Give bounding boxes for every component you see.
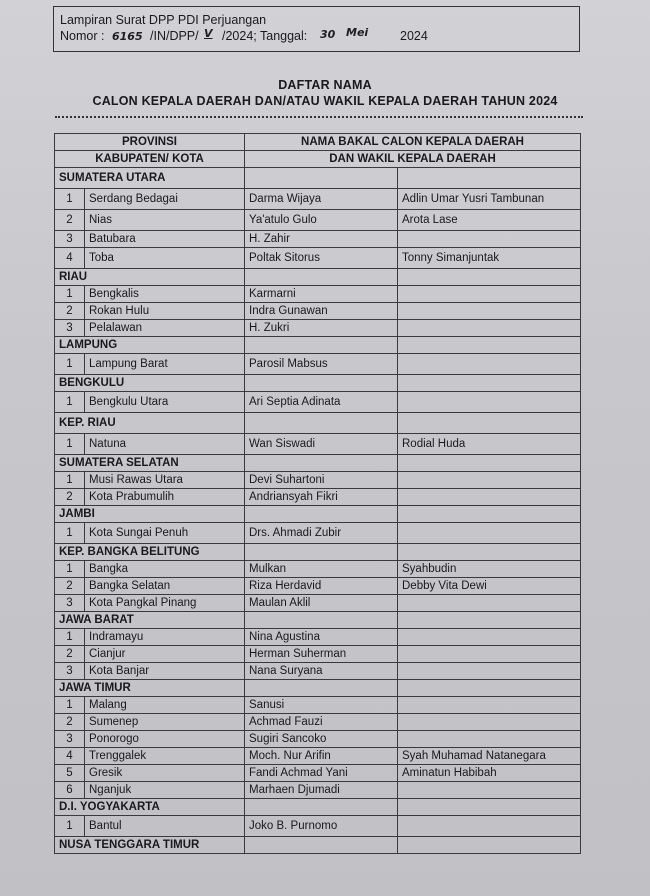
row-number: 5 (55, 765, 85, 782)
table-row (55, 231, 581, 248)
calon-wakil-kepala-daerah (398, 595, 581, 612)
row-number: 1 (55, 697, 85, 714)
calon-kepala-daerah: Darma Wijaya (245, 189, 398, 210)
nomor-label: Nomor : (60, 29, 105, 43)
empty-cell (245, 168, 398, 189)
empty-cell (245, 506, 398, 523)
table-row (55, 434, 581, 455)
empty-cell (245, 375, 398, 392)
kabupaten-kota-name: Gresik (85, 765, 245, 782)
calon-kepala-daerah: Devi Suhartoni (245, 472, 398, 489)
calon-wakil-kepala-daerah: Arota Lase (398, 210, 581, 231)
empty-cell (398, 375, 581, 392)
empty-cell (398, 506, 581, 523)
empty-cell (245, 269, 398, 286)
row-number: 1 (55, 354, 85, 375)
province-row (55, 837, 581, 854)
kabupaten-kota-name: Indramayu (85, 629, 245, 646)
province-name: KEP. RIAU (55, 413, 245, 434)
empty-cell (398, 680, 581, 697)
table-row (55, 748, 581, 765)
nomor-handwritten-value: 6165 (112, 30, 143, 43)
province-row (55, 799, 581, 816)
province-row (55, 506, 581, 523)
candidate-table (54, 133, 581, 854)
province-row (55, 544, 581, 561)
empty-cell (245, 799, 398, 816)
province-row (55, 455, 581, 472)
province-row (55, 612, 581, 629)
calon-kepala-daerah: H. Zukri (245, 320, 398, 337)
empty-cell (398, 837, 581, 854)
table-row (55, 320, 581, 337)
row-number: 1 (55, 629, 85, 646)
nomor-roman-handwritten: V (204, 27, 213, 40)
calon-kepala-daerah: Wan Siswadi (245, 434, 398, 455)
calon-kepala-daerah: Poltak Sitorus (245, 248, 398, 269)
province-row (55, 337, 581, 354)
calon-wakil-kepala-daerah (398, 286, 581, 303)
table-row (55, 697, 581, 714)
calon-kepala-daerah: Nana Suryana (245, 663, 398, 680)
kabupaten-kota-name: Sumenep (85, 714, 245, 731)
row-number: 3 (55, 595, 85, 612)
kabupaten-kota-name: Trenggalek (85, 748, 245, 765)
calon-kepala-daerah: Moch. Nur Arifin (245, 748, 398, 765)
calon-wakil-kepala-daerah: Syah Muhamad Natanegara (398, 748, 581, 765)
header-nama-calon: NAMA BAKAL CALON KEPALA DAERAH (245, 134, 581, 151)
calon-wakil-kepala-daerah (398, 472, 581, 489)
calon-kepala-daerah: Marhaen Djumadi (245, 782, 398, 799)
row-number: 2 (55, 578, 85, 595)
tanggal-day-handwritten: 30 (320, 28, 336, 41)
nomor-suffix-1: /IN/DPP/ (150, 29, 199, 43)
empty-cell (245, 837, 398, 854)
row-number: 3 (55, 663, 85, 680)
header-kabupaten-kota: KABUPATEN/ KOTA (55, 151, 245, 168)
table-row (55, 595, 581, 612)
table-row (55, 248, 581, 269)
calon-kepala-daerah: Drs. Ahmadi Zubir (245, 523, 398, 544)
province-name: BENGKULU (55, 375, 245, 392)
province-row (55, 269, 581, 286)
empty-cell (245, 455, 398, 472)
kabupaten-kota-name: Lampung Barat (85, 354, 245, 375)
calon-kepala-daerah: H. Zahir (245, 231, 398, 248)
calon-kepala-daerah: Achmad Fauzi (245, 714, 398, 731)
calon-wakil-kepala-daerah (398, 646, 581, 663)
calon-kepala-daerah: Sanusi (245, 697, 398, 714)
province-row (55, 168, 581, 189)
table-row (55, 816, 581, 837)
table-row (55, 663, 581, 680)
table-row (55, 189, 581, 210)
empty-cell (245, 544, 398, 561)
province-row (55, 680, 581, 697)
kabupaten-kota-name: Kota Banjar (85, 663, 245, 680)
kabupaten-kota-name: Bengkulu Utara (85, 392, 245, 413)
row-number: 3 (55, 231, 85, 248)
row-number: 4 (55, 748, 85, 765)
calon-wakil-kepala-daerah: Tonny Simanjuntak (398, 248, 581, 269)
table-row (55, 472, 581, 489)
province-name: D.I. YOGYAKARTA (55, 799, 245, 816)
table-row (55, 303, 581, 320)
row-number: 6 (55, 782, 85, 799)
kabupaten-kota-name: Bangka (85, 561, 245, 578)
letter-number-line (60, 28, 573, 46)
kabupaten-kota-name: Kota Prabumulih (85, 489, 245, 506)
calon-kepala-daerah: Indra Gunawan (245, 303, 398, 320)
province-row (55, 413, 581, 434)
empty-cell (398, 544, 581, 561)
row-number: 4 (55, 248, 85, 269)
kabupaten-kota-name: Toba (85, 248, 245, 269)
row-number: 1 (55, 434, 85, 455)
row-number: 2 (55, 646, 85, 663)
calon-kepala-daerah: Herman Suherman (245, 646, 398, 663)
province-name: JAMBI (55, 506, 245, 523)
tanggal-month-handwritten: Mei (346, 26, 369, 39)
calon-wakil-kepala-daerah (398, 392, 581, 413)
calon-kepala-daerah: Fandi Achmad Yani (245, 765, 398, 782)
table-row (55, 578, 581, 595)
document-subtitle: CALON KEPALA DAERAH DAN/ATAU WAKIL KEPALA DAERAH TAHUN 2024 (92, 94, 558, 108)
kabupaten-kota-name: Batubara (85, 231, 245, 248)
calon-wakil-kepala-daerah: Adlin Umar Yusri Tambunan (398, 189, 581, 210)
kabupaten-kota-name: Serdang Bedagai (85, 189, 245, 210)
kabupaten-kota-name: Nias (85, 210, 245, 231)
separator-line (55, 116, 583, 118)
table-header-row (55, 134, 581, 151)
row-number: 1 (55, 392, 85, 413)
table-row (55, 629, 581, 646)
table-row (55, 354, 581, 375)
calon-kepala-daerah: Riza Herdavid (245, 578, 398, 595)
table-row (55, 714, 581, 731)
row-number: 2 (55, 489, 85, 506)
calon-wakil-kepala-daerah (398, 489, 581, 506)
empty-cell (398, 269, 581, 286)
row-number: 2 (55, 303, 85, 320)
empty-cell (245, 612, 398, 629)
empty-cell (245, 413, 398, 434)
calon-kepala-daerah: Joko B. Purnomo (245, 816, 398, 837)
calon-wakil-kepala-daerah (398, 629, 581, 646)
province-name: JAWA BARAT (55, 612, 245, 629)
calon-kepala-daerah: Mulkan (245, 561, 398, 578)
row-number: 2 (55, 714, 85, 731)
calon-wakil-kepala-daerah (398, 663, 581, 680)
table-row (55, 561, 581, 578)
calon-wakil-kepala-daerah: Rodial Huda (398, 434, 581, 455)
table-row (55, 782, 581, 799)
calon-kepala-daerah: Sugiri Sancoko (245, 731, 398, 748)
province-name: RIAU (55, 269, 245, 286)
table-row (55, 392, 581, 413)
calon-wakil-kepala-daerah (398, 303, 581, 320)
table-row (55, 731, 581, 748)
calon-wakil-kepala-daerah (398, 354, 581, 375)
table-row (55, 489, 581, 506)
kabupaten-kota-name: Ponorogo (85, 731, 245, 748)
row-number: 1 (55, 286, 85, 303)
row-number: 1 (55, 561, 85, 578)
province-name: NUSA TENGGARA TIMUR (55, 837, 245, 854)
row-number: 3 (55, 320, 85, 337)
calon-wakil-kepala-daerah (398, 782, 581, 799)
empty-cell (245, 337, 398, 354)
empty-cell (398, 612, 581, 629)
table-row (55, 286, 581, 303)
calon-kepala-daerah: Ari Septia Adinata (245, 392, 398, 413)
table-header-row (55, 151, 581, 168)
letter-attachment-header (53, 6, 580, 52)
province-name: LAMPUNG (55, 337, 245, 354)
kabupaten-kota-name: Bantul (85, 816, 245, 837)
table-row (55, 646, 581, 663)
empty-cell (398, 168, 581, 189)
province-name: SUMATERA SELATAN (55, 455, 245, 472)
attachment-title: Lampiran Surat DPP PDI Perjuangan (60, 13, 267, 27)
empty-cell (398, 413, 581, 434)
table-row (55, 210, 581, 231)
kabupaten-kota-name: Bengkalis (85, 286, 245, 303)
empty-cell (398, 799, 581, 816)
calon-wakil-kepala-daerah (398, 816, 581, 837)
kabupaten-kota-name: Musi Rawas Utara (85, 472, 245, 489)
calon-kepala-daerah: Maulan Aklil (245, 595, 398, 612)
header-provinsi: PROVINSI (55, 134, 245, 151)
kabupaten-kota-name: Cianjur (85, 646, 245, 663)
province-row (55, 375, 581, 392)
row-number: 1 (55, 816, 85, 837)
tanggal-year: 2024 (400, 29, 428, 43)
row-number: 1 (55, 472, 85, 489)
calon-wakil-kepala-daerah (398, 731, 581, 748)
calon-kepala-daerah: Ya'atulo Gulo (245, 210, 398, 231)
empty-cell (398, 455, 581, 472)
nomor-suffix-2: /2024; Tanggal: (222, 29, 308, 43)
kabupaten-kota-name: Malang (85, 697, 245, 714)
calon-wakil-kepala-daerah: Syahbudin (398, 561, 581, 578)
kabupaten-kota-name: Natuna (85, 434, 245, 455)
kabupaten-kota-name: Rokan Hulu (85, 303, 245, 320)
row-number: 1 (55, 523, 85, 544)
header-wakil: DAN WAKIL KEPALA DAERAH (245, 151, 581, 168)
kabupaten-kota-name: Pelalawan (85, 320, 245, 337)
kabupaten-kota-name: Kota Sungai Penuh (85, 523, 245, 544)
calon-wakil-kepala-daerah (398, 231, 581, 248)
calon-kepala-daerah: Parosil Mabsus (245, 354, 398, 375)
calon-kepala-daerah: Andriansyah Fikri (245, 489, 398, 506)
calon-wakil-kepala-daerah: Aminatun Habibah (398, 765, 581, 782)
document-title: DAFTAR NAMA (278, 78, 372, 92)
province-name: KEP. BANGKA BELITUNG (55, 544, 245, 561)
calon-wakil-kepala-daerah (398, 523, 581, 544)
calon-wakil-kepala-daerah: Debby Vita Dewi (398, 578, 581, 595)
kabupaten-kota-name: Bangka Selatan (85, 578, 245, 595)
province-name: JAWA TIMUR (55, 680, 245, 697)
table-row (55, 765, 581, 782)
calon-wakil-kepala-daerah (398, 714, 581, 731)
calon-kepala-daerah: Karmarni (245, 286, 398, 303)
row-number: 3 (55, 731, 85, 748)
kabupaten-kota-name: Kota Pangkal Pinang (85, 595, 245, 612)
empty-cell (398, 337, 581, 354)
kabupaten-kota-name: Nganjuk (85, 782, 245, 799)
calon-wakil-kepala-daerah (398, 697, 581, 714)
calon-wakil-kepala-daerah (398, 320, 581, 337)
row-number: 1 (55, 189, 85, 210)
calon-kepala-daerah: Nina Agustina (245, 629, 398, 646)
table-row (55, 523, 581, 544)
row-number: 2 (55, 210, 85, 231)
empty-cell (245, 680, 398, 697)
province-name: SUMATERA UTARA (55, 168, 245, 189)
